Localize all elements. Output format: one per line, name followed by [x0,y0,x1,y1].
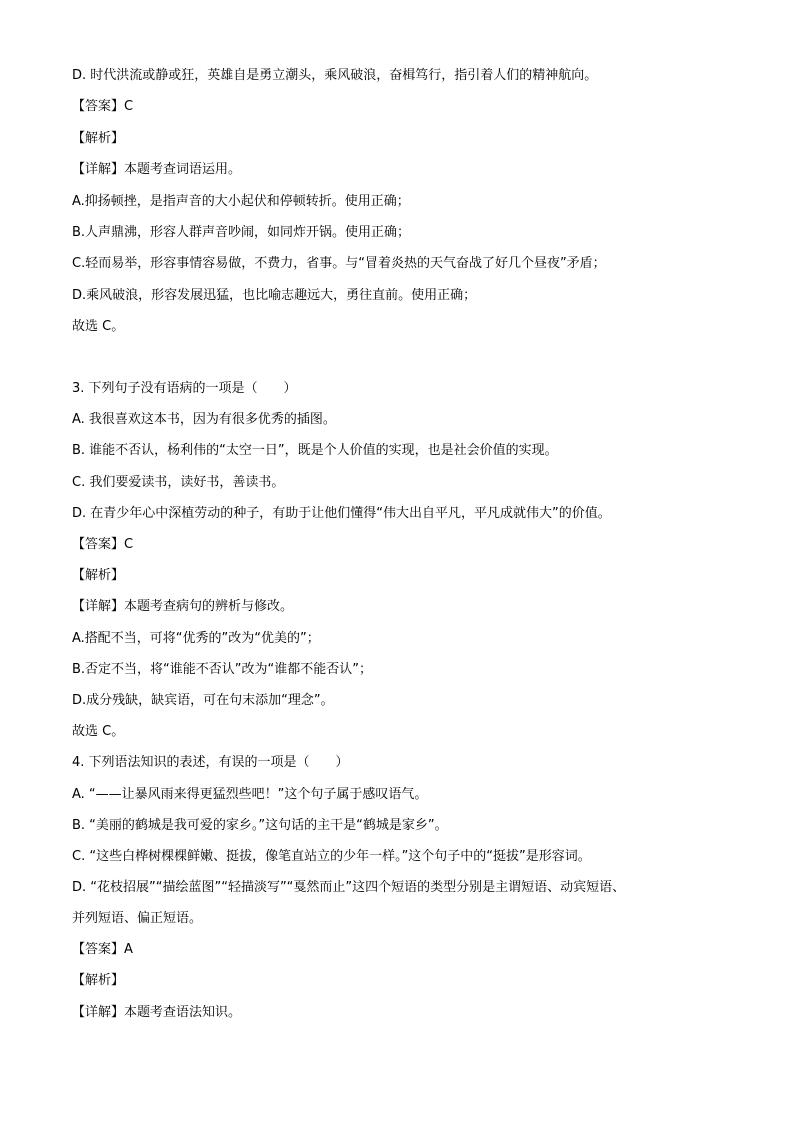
explanation-line-d: D.成分残缺，缺宾语，可在句末添加“理念”。 [72,693,334,708]
explanation-line-a: A.搭配不当，可将“优秀的”改为“优美的”； [72,631,320,646]
detail-heading: 【详解】本题考查词语运用。 [72,162,242,177]
conclusion-line: 故选 C。 [72,319,125,334]
question-3-option-b: B. 谁能不否认，杨利伟的“太空一日”，既是个人价值的实现，也是社会价值的实现。 [72,443,558,458]
question-4-option-a: A. “——让暴风雨来得更猛烈些吧！”这个句子属于感叹语气。 [72,787,428,802]
explanation-line-b: B.否定不当，将“谁能不否认”改为“谁都不能否认”； [72,662,372,677]
question-4-stem: 4. 下列语法知识的表述，有误的一项是（ ） [72,755,349,770]
question-3-option-a: A. 我很喜欢这本书，因为有很多优秀的插图。 [72,412,336,427]
question-4-option-d-cont: 并列短语、偏正短语。 [72,911,203,926]
detail-heading: 【详解】本题考查病句的辨析与修改。 [72,599,294,614]
analysis-label: 【解析】 [72,131,125,146]
question-4-option-c: C. “这些白桦树棵棵鲜嫩、挺拔，像笔直站立的少年一样。”这个句子中的“挺拔”是形容词。 [72,849,591,864]
question-3-option-d: D. 在青少年心中深植劳动的种子，有助于让他们懂得“伟大出自平凡，平凡成就伟大”的价值。 [72,506,611,521]
explanation-line-d: D.乘风破浪，形容发展迅猛，也比喻志趣远大，勇往直前。使用正确； [72,288,477,303]
question-4-option-b: B. “美丽的鹤城是我可爱的家乡。”这句话的主干是“鹤城是家乡”。 [72,818,448,833]
explanation-line-c: C.轻而易举，形容事情容易做，不费力，省事。与“冒着炎热的天气奋战了好几个昼夜”矛盾； [72,256,606,271]
analysis-label: 【解析】 [72,973,125,988]
question-3-option-c: C. 我们要爱读书，读好书，善读书。 [72,475,285,490]
explanation-line-b: B.人声鼎沸，形容人群声音吵闹，如同炸开锅。使用正确； [72,225,411,240]
detail-heading: 【详解】本题考查语法知识。 [72,1005,242,1020]
question-3-stem: 3. 下列句子没有语病的一项是（ ） [72,381,297,396]
analysis-label: 【解析】 [72,568,125,583]
question-4-option-d: D. “花枝招展”“描绘蓝图”“轻描淡写”“戛然而止”这四个短语的类型分别是主谓短语、动宾短语、 [72,880,626,895]
explanation-line-a: A.抑扬顿挫，是指声音的大小起伏和停顿转折。使用正确； [72,194,410,209]
answer-label: 【答案】A [72,942,133,957]
conclusion-line: 故选 C。 [72,724,125,739]
answer-label: 【答案】C [72,537,134,552]
answer-label: 【答案】C [72,99,134,114]
option-d-line: D. 时代洪流或静或狂，英雄自是勇立潮头，乘风破浪，奋楫笃行，指引着人们的精神航向。 [72,68,598,83]
